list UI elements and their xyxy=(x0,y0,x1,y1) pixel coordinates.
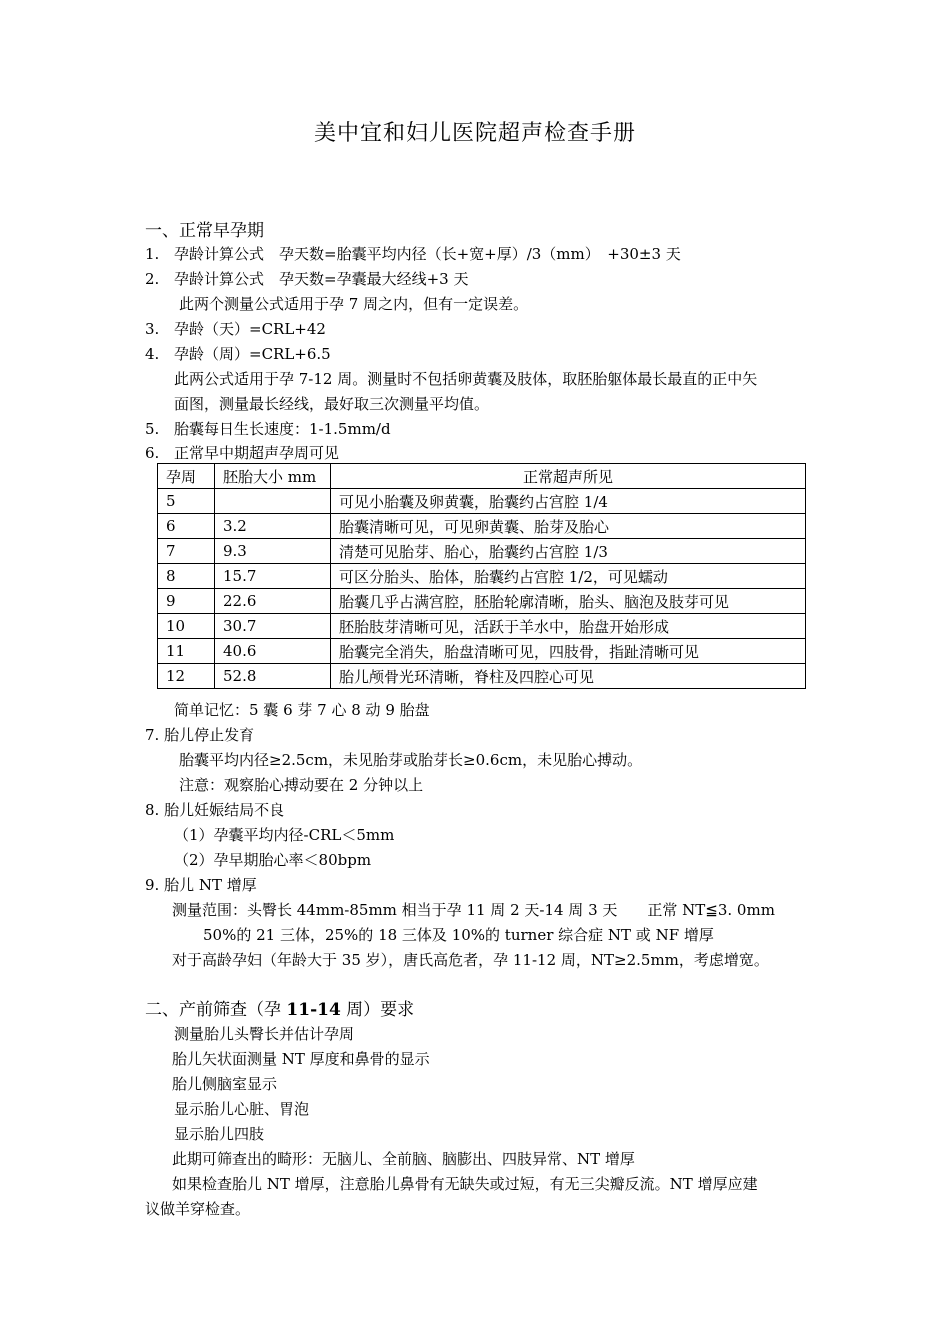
screening-line: 胎儿矢状面测量 NT 厚度和鼻骨的显示 xyxy=(172,1050,430,1068)
heading-part: 周）要求 xyxy=(340,1000,415,1020)
item-7-line: 胎囊平均内径≥2.5cm，未见胎芽或胎芽长≥0.6cm，未见胎心搏动。 xyxy=(179,751,643,769)
screening-line: 胎儿侧脑室显示 xyxy=(172,1075,278,1093)
table-cell: 5 xyxy=(158,489,215,514)
section-heading-early-pregnancy: 一、正常早孕期 xyxy=(145,221,264,241)
table-cell: 6 xyxy=(158,514,215,539)
table-cell: 15.7 xyxy=(215,564,331,589)
list-item: 胎囊每日生长速度：1-1.5mm/d xyxy=(174,420,391,438)
list-item: 孕龄（天）=CRL+42 xyxy=(174,320,326,338)
table-cell: 胚胎肢芽清晰可见，活跃于羊水中，胎盘开始形成 xyxy=(331,614,806,639)
list-note: 此两个测量公式适用于孕 7 周之内，但有一定误差。 xyxy=(179,295,529,313)
item-9-title: 9. 胎儿 NT 增厚 xyxy=(145,876,257,894)
heading-part: 二、产前筛查（孕 xyxy=(145,1000,287,1020)
list-item: 孕龄（周）=CRL+6.5 xyxy=(174,345,331,363)
list-note: 此两公式适用于孕 7-12 周。测量时不包括卵黄囊及肢体，取胚胎躯体最长最直的正中矢 xyxy=(174,370,758,388)
item-7-title: 7. 胎儿停止发育 xyxy=(145,726,255,744)
item-9-line: 测量范围：头臀长 44mm-85mm 相当于孕 11 周 2 天-14 周 3 天 正常 NT≦3. 0mm xyxy=(172,901,775,919)
table-cell: 8 xyxy=(158,564,215,589)
screening-line: 显示胎儿心脏、胃泡 xyxy=(174,1100,310,1118)
item-9-line: 对于高龄孕妇（年龄大于 35 岁），唐氏高危者，孕 11-12 周，NT≥2.5mm，考虑增宽。 xyxy=(172,951,769,969)
column-header: 正常超声所见 xyxy=(331,464,806,489)
list-item: 孕龄计算公式 孕天数=孕囊最大经线+3 天 xyxy=(174,270,469,288)
table-cell: 11 xyxy=(158,639,215,664)
list-item: 正常早中期超声孕周可见 xyxy=(174,444,340,462)
item-8-title: 8. 胎儿妊娠结局不良 xyxy=(145,801,285,819)
table-cell: 22.6 xyxy=(215,589,331,614)
table-cell: 10 xyxy=(158,614,215,639)
gestation-ultrasound-table xyxy=(157,463,806,689)
screening-line: 测量胎儿头臀长并估计孕周 xyxy=(174,1025,355,1043)
item-number: 5. xyxy=(145,420,160,438)
table-cell: 7 xyxy=(158,539,215,564)
item-8-line: （1）孕囊平均内径-CRL＜5mm xyxy=(174,826,395,844)
item-number: 3. xyxy=(145,320,160,338)
table-cell: 胎囊清晰可见，可见卵黄囊、胎芽及胎心 xyxy=(331,514,806,539)
table-row xyxy=(158,589,806,614)
item-number: 6. xyxy=(145,444,160,462)
page-title: 美中宜和妇儿医院超声检查手册 xyxy=(313,121,636,146)
table-cell: 9 xyxy=(158,589,215,614)
screening-line: 如果检查胎儿 NT 增厚，注意胎儿鼻骨有无缺失或过短，有无三尖瓣反流。NT 增厚应建 xyxy=(172,1175,758,1193)
table-cell: 52.8 xyxy=(215,664,331,689)
table-row xyxy=(158,614,806,639)
mnemonic-note: 简单记忆：5 囊 6 芽 7 心 8 动 9 胎盘 xyxy=(174,701,430,719)
item-number: 4. xyxy=(145,345,160,363)
table-row xyxy=(158,564,806,589)
table-row xyxy=(158,539,806,564)
table-cell: 40.6 xyxy=(215,639,331,664)
table-cell: 可见小胎囊及卵黄囊，胎囊约占宫腔 1/4 xyxy=(331,489,806,514)
screening-line: 议做羊穿检查。 xyxy=(145,1200,251,1218)
table-cell: 12 xyxy=(158,664,215,689)
item-9-line: 50%的 21 三体，25%的 18 三体及 10%的 turner 综合症 NT 或 NF 增厚 xyxy=(203,926,714,944)
table-cell: 30.7 xyxy=(215,614,331,639)
column-header: 胚胎大小 mm xyxy=(215,464,331,489)
table-cell: 胎囊几乎占满宫腔，胚胎轮廓清晰，胎头、脑泡及肢芽可见 xyxy=(331,589,806,614)
column-header: 孕周 xyxy=(158,464,215,489)
table-header-row xyxy=(158,464,806,489)
table-row xyxy=(158,489,806,514)
table-cell: 9.3 xyxy=(215,539,331,564)
table-cell: 3.2 xyxy=(215,514,331,539)
list-item: 孕龄计算公式 孕天数=胎囊平均内径（长+宽+厚）/3（mm） +30±3 天 xyxy=(174,245,681,263)
section-heading-prenatal-screening xyxy=(145,995,414,1020)
table-row xyxy=(158,639,806,664)
list-note: 面图，测量最长经线，最好取三次测量平均值。 xyxy=(174,395,490,413)
item-7-note: 注意：观察胎心搏动要在 2 分钟以上 xyxy=(179,776,424,794)
table-cell: 胎囊完全消失，胎盘清晰可见，四肢骨，指趾清晰可见 xyxy=(331,639,806,664)
item-8-line: （2）孕早期胎心率＜80bpm xyxy=(174,851,372,869)
screening-line: 此期可筛查出的畸形：无脑儿、全前脑、脑膨出、四肢异常、NT 增厚 xyxy=(172,1150,635,1168)
table-cell: 清楚可见胎芽、胎心，胎囊约占宫腔 1/3 xyxy=(331,539,806,564)
table-cell: 胎儿颅骨光环清晰，脊柱及四腔心可见 xyxy=(331,664,806,689)
table-row xyxy=(158,664,806,689)
item-number: 1. xyxy=(145,245,160,263)
item-number: 2. xyxy=(145,270,160,288)
table-cell xyxy=(215,489,331,514)
heading-weeks: 11-14 xyxy=(286,1000,341,1020)
screening-line: 显示胎儿四肢 xyxy=(174,1125,265,1143)
table-row xyxy=(158,514,806,539)
table-cell: 可区分胎头、胎体，胎囊约占宫腔 1/2，可见蠕动 xyxy=(331,564,806,589)
